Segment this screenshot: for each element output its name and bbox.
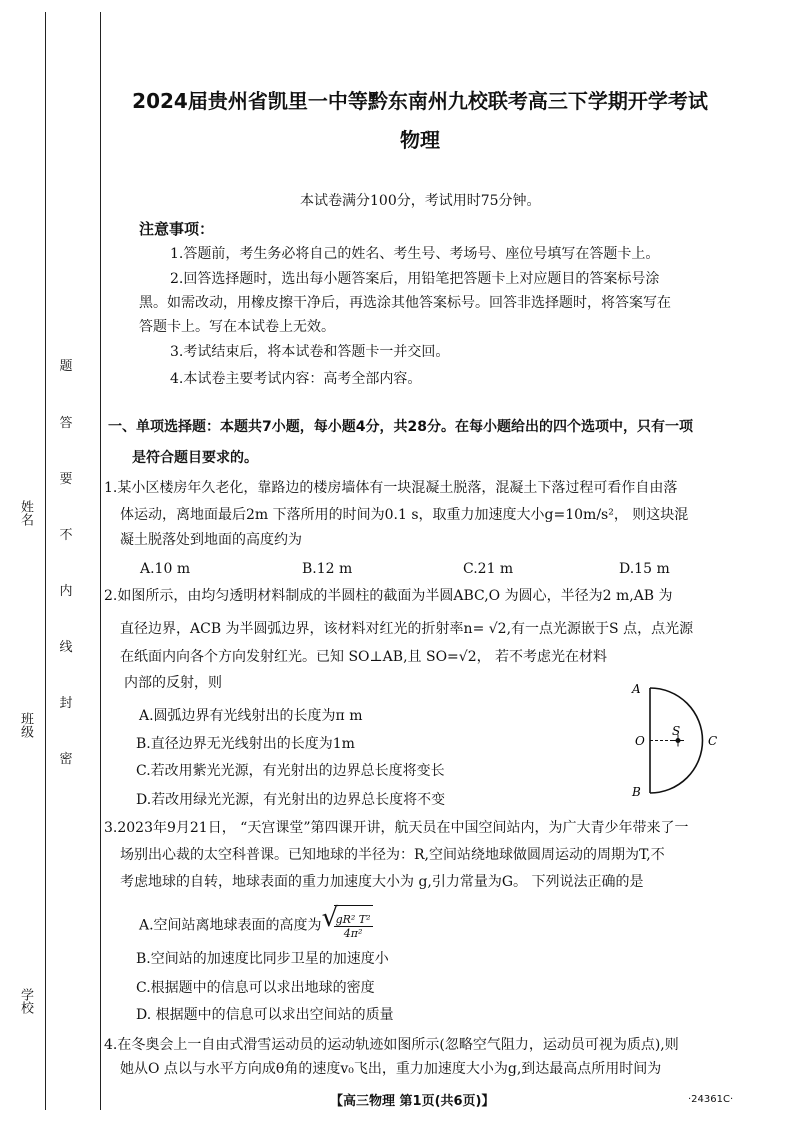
q2-option-d: D.若改用绿光光源，有光射出的边界总长度将不变: [136, 792, 446, 808]
notice-item: 黑。如需改动，用橡皮擦干净后，再选涂其他答案标号。回答非选择题时，将答案写在: [139, 295, 671, 311]
notice-item: 3.考试结束后，将本试卷和答题卡一并交回。: [170, 344, 450, 360]
q3-option-a: [139, 905, 373, 946]
exam-title: 2024届贵州省凯里一中等黔东南州九校联考高三下学期开学考试: [132, 89, 708, 113]
label-a: A: [632, 682, 641, 696]
exam-intro: 本试卷满分100分，考试用时75分钟。: [300, 193, 541, 209]
section-heading: 一、单项选择题：本题共7小题，每小题4分，共28分。在每小题给出的四个选项中，只有一项: [108, 419, 693, 435]
seal-char: 不: [59, 528, 73, 543]
q2-option-a: A.圆弧边界有光线射出的长度为π m: [139, 708, 363, 724]
q2-option-c: C.若改用紫光光源，有光射出的边界总长度将变长: [136, 763, 445, 779]
q2-line: 2.如图所示，由均匀透明材料制成的半圆柱的截面为半圆ABC,O 为圆心，半径为2 m,AB 为: [104, 588, 673, 604]
notice-item: 1.答题前，考生务必将自己的姓名、考生号、考场号、座位号填写在答题卡上。: [170, 246, 660, 262]
q2-line: 直径边界，ACB 为半圆弧边界，该材料对红光的折射率n= √2,有一点光源嵌于S 点，点光源: [120, 621, 694, 637]
q3-line: 考虑地球的自转，地球表面的重力加速度大小为 g,引力常量为G。 下列说法正确的是: [120, 874, 644, 890]
q3-option-c: C.根据题中的信息可以求出地球的密度: [136, 980, 375, 996]
page-footer: 【高三物理 第1页(共6页)】: [330, 1094, 495, 1109]
notice-item: 2.回答选择题时，选出每小题答案后，用铅笔把答题卡上对应题目的答案标号涂: [170, 271, 660, 287]
label-s: S: [672, 724, 681, 738]
section-heading-cont: 是符合题目要求的。: [132, 450, 258, 466]
seal-char: 线: [59, 640, 73, 655]
semicircle-figure: [620, 678, 730, 803]
fraction-denominator: 4π²: [343, 926, 363, 940]
paper-code: ·24361C·: [688, 1094, 734, 1105]
name-label: 姓名: [18, 500, 33, 526]
notice-item: 答题卡上。写在本试卷上无效。: [139, 319, 335, 335]
seal-char: 要: [59, 472, 73, 487]
q4-line: 她从O 点以与水平方向成θ角的速度v₀飞出，重力加速度大小为g,到达最高点所用时间为: [120, 1061, 662, 1077]
q3-line: 场别出心裁的太空科普课。已知地球的半径为：R,空间站绕地球做圆周运动的周期为T,不: [120, 847, 665, 863]
subject-title: 物理: [400, 128, 440, 152]
notice-heading: 注意事项：: [139, 220, 215, 238]
q3-option-d: D. 根据题中的信息可以求出空间站的质量: [136, 1007, 394, 1023]
school-label: 学校: [18, 988, 33, 1014]
q4-line: 4.在冬奥会上一自由式滑雪运动员的运动轨迹如图所示(忽略空气阻力，运动员可视为质点),则: [104, 1037, 679, 1053]
label-b: B: [632, 785, 641, 799]
sqrt-expression: √ $\frac{\text{gR² T²}}{\text{4π²}}$: [322, 905, 373, 946]
seal-char: 密: [59, 752, 73, 767]
seal-char: 内: [59, 584, 73, 599]
class-label: 班级: [18, 712, 33, 738]
q2-line: 在纸面内向各个方向发射红光。已知 SO⊥AB,且 SO=√2， 若不考虑光在材料: [120, 649, 608, 665]
seal-char: 封: [59, 696, 73, 711]
label-c: C: [708, 734, 718, 748]
fraction-numerator: gR² T²: [335, 912, 371, 926]
q3-line: 3.2023年9月21日， “天宫课堂”第四课开讲，航天员在中国空间站内，为广大青少年带来了一: [104, 820, 689, 836]
q1-line: 凝土脱落处到地面的高度约为: [120, 532, 302, 548]
seal-char: 答: [59, 416, 73, 431]
label-o: O: [635, 734, 645, 748]
q3-option-a-text: A.空间站离地球表面的高度为: [139, 917, 322, 934]
seal-char: 题: [59, 359, 73, 374]
q3-option-b: B.空间站的加速度比同步卫星的加速度小: [136, 951, 389, 967]
q2-option-b: B.直径边界无光线射出的长度为1m: [136, 736, 355, 752]
margin-line-outer: [45, 12, 46, 1110]
q1-option-b: B.12 m: [302, 561, 353, 577]
q1-option-d: D.15 m: [619, 561, 670, 577]
q1-option-c: C.21 m: [463, 561, 514, 577]
q1-line: 体运动，离地面最后2m 下落所用的时间为0.1 s，取重力加速度大小g=10m/s²， 则这块混: [120, 507, 689, 523]
notice-item: 4.本试卷主要考试内容：高考全部内容。: [170, 371, 422, 387]
q1-option-a: A.10 m: [140, 561, 191, 577]
margin-line-inner: [100, 12, 101, 1110]
q1-line: 1.某小区楼房年久老化，靠路边的楼房墙体有一块混凝土脱落，混凝土下落过程可看作自由落: [104, 480, 678, 496]
q2-line: 内部的反射，则: [124, 675, 222, 691]
